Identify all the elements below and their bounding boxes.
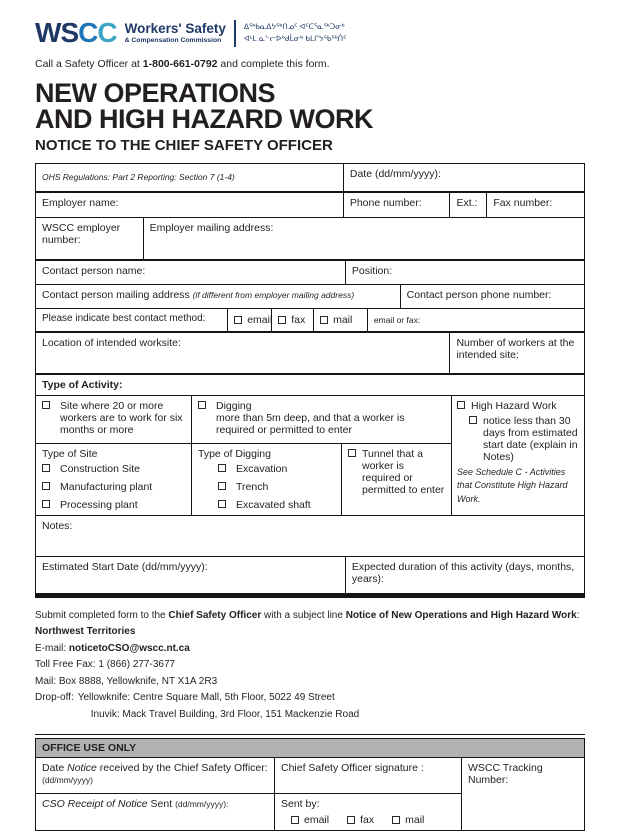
processing-plant-checkbox[interactable]	[42, 500, 50, 508]
fax-number-field: Fax number:	[486, 193, 584, 217]
wscc-logo	[35, 13, 585, 53]
submit-line-mid: with a subject line	[261, 609, 346, 621]
contact-phone-field: Contact person phone number:	[400, 285, 584, 308]
row-employer	[36, 191, 584, 217]
office-section-topline	[35, 734, 585, 735]
cso-receipt-format: (dd/mm/yyyy):	[175, 799, 229, 810]
logo-divider	[234, 20, 236, 47]
digging-checkbox[interactable]	[198, 401, 206, 409]
row-employer-number-address	[36, 217, 584, 259]
cso-receipt-mid: Sent	[147, 798, 176, 811]
high-hazard-option[interactable]	[457, 400, 579, 412]
processing-plant-label: Processing plant	[60, 498, 138, 511]
cso-receipt-field	[36, 794, 274, 830]
high-hazard-label: High Hazard Work	[471, 399, 557, 412]
tunnel-label: Tunnel that a worker is required or permitted to enter	[362, 447, 445, 496]
trench-checkbox[interactable]	[218, 482, 226, 490]
fax-checkbox[interactable]	[278, 316, 286, 324]
logo-syllabics-line2: ᐊᒻᒪ ᓇᓪᓕᐅᒃᑯᒫᓂᒃ ᑲᒪᒋᔭᖃᖅᑏᑦ	[243, 34, 347, 43]
page-title-line1: NEW OPERATIONS	[35, 78, 276, 108]
contact-method-label: Please indicate best contact method:	[42, 312, 206, 324]
activity-row-types	[36, 443, 451, 515]
mail-checkbox[interactable]	[320, 316, 328, 324]
construction-site-checkbox[interactable]	[42, 464, 50, 472]
call-post: and complete this form.	[217, 58, 330, 70]
logo-letter-w: W	[35, 17, 61, 48]
email-or-fax-field: email or fax:	[367, 309, 584, 331]
page-subtitle: NOTICE TO THE CHIEF SAFETY OFFICER	[35, 136, 333, 154]
site20-option[interactable]	[36, 396, 191, 443]
activity-row-main	[36, 396, 451, 443]
type-of-digging-cell	[191, 444, 341, 515]
safety-officer-phone: 1-800-661-0792	[142, 58, 218, 70]
logo-letter-s: S	[60, 17, 79, 48]
date-received-format: (dd/mm/yyyy)	[42, 775, 93, 786]
activity-grid-left	[36, 396, 451, 515]
manufacturing-plant-label: Manufacturing plant	[60, 480, 153, 493]
phone-number-field: Phone number:	[343, 193, 450, 217]
contact-method-email-option[interactable]	[227, 309, 271, 331]
logo-org-name-line2: & Compensation Commission	[124, 36, 222, 44]
date-field: Date (dd/mm/yyyy):	[343, 164, 584, 191]
digging-desc: more than 5m deep, and that a worker is required or permitted to enter	[216, 411, 405, 436]
high-hazard-checkbox[interactable]	[457, 401, 465, 409]
notice-less-30-option[interactable]	[469, 415, 579, 463]
digging-option[interactable]	[191, 396, 451, 443]
excavation-option[interactable]	[218, 463, 335, 475]
digging-label	[216, 400, 445, 436]
schedule-c-note: See Schedule C - Activities that Constitute High Hazard Work.	[457, 466, 568, 504]
manufacturing-plant-option[interactable]	[42, 481, 185, 493]
type-of-digging-label: Type of Digging	[198, 447, 271, 460]
estimated-start-date-field: Estimated Start Date (dd/mm/yyyy):	[42, 560, 208, 573]
sent-email-checkbox[interactable]	[291, 816, 299, 824]
dropoff-inuvik: Inuvik: Mack Travel Building, 3rd Floor, 151 Mackenzie Road	[90, 708, 360, 720]
sent-fax-checkbox[interactable]	[347, 816, 355, 824]
sent-by-mail-option[interactable]	[392, 814, 424, 826]
type-of-site-label: Type of Site	[42, 447, 98, 460]
toll-free-fax-line: Toll Free Fax: 1 (866) 277-3677	[35, 659, 176, 671]
row-activity-header	[36, 373, 584, 395]
workers-count-field: Number of workers at the intended site:	[449, 333, 584, 373]
chief-safety-officer-text: Chief Safety Officer	[168, 609, 262, 621]
date-received-pre: Date	[42, 762, 68, 775]
contact-person-name-field: Contact person name:	[42, 264, 146, 277]
page-title-line2: AND HIGH HAZARD WORK	[35, 104, 373, 135]
dropoff-yellowknife: Yellowknife: Centre Square Mall, 5th Floor, 5022 49 Street	[77, 692, 335, 704]
logo-syllabics	[244, 21, 347, 45]
submit-line-post: :	[576, 609, 580, 621]
logo-letter-c1: C	[78, 17, 98, 48]
sent-mail-label: mail	[405, 814, 425, 827]
sent-by-fax-option[interactable]	[347, 814, 374, 826]
contact-method-mail-option[interactable]	[313, 309, 367, 331]
contact-mailing-address-field	[36, 285, 400, 308]
submit-line-pre: Submit completed form to the	[35, 609, 169, 621]
call-safety-officer-line	[35, 58, 585, 70]
wscc-logo-wordmark	[35, 19, 117, 47]
email-line	[35, 644, 585, 654]
tunnel-checkbox[interactable]	[348, 449, 356, 457]
excavated-shaft-option[interactable]	[218, 499, 335, 511]
office-use-table	[35, 757, 585, 831]
site20-label: Site where 20 or more workers are to work for six months or more	[60, 399, 183, 436]
office-row-receipt	[36, 793, 461, 830]
position-field: Position:	[345, 261, 584, 284]
logo-syllabics-line1: ᐃᖅᑲᓇᐃᔭᖅᑎᓄᑦ ᐊᑦᑕᕐᓇᖅᑐᓂᒃ	[243, 22, 345, 31]
date-received-notice-word: Notice	[67, 762, 97, 775]
row-worksite-location	[36, 331, 584, 373]
notes-field: Notes:	[36, 515, 584, 556]
territory-label: Northwest Territories	[35, 626, 136, 638]
submit-line	[35, 611, 585, 621]
row-start-date-duration	[36, 556, 584, 593]
high-hazard-cell	[451, 396, 584, 515]
excavated-shaft-label: Excavated shaft	[236, 498, 311, 511]
email-line-label: E-mail:	[35, 642, 69, 654]
construction-site-label: Construction Site	[60, 462, 140, 475]
row-regulations-date	[36, 164, 584, 191]
notice-less-30-checkbox[interactable]	[469, 416, 477, 424]
contact-mailing-note: (if different from employer mailing address)	[192, 289, 355, 300]
worksite-location-field: Location of intended worksite:	[42, 336, 181, 349]
row-contact-person	[36, 259, 584, 284]
date-notice-received-field	[36, 758, 274, 793]
manufacturing-plant-checkbox[interactable]	[42, 482, 50, 490]
excavation-checkbox[interactable]	[218, 464, 226, 472]
logo-org-name	[125, 22, 226, 43]
cso-receipt-italic: CSO Receipt of Notice	[42, 798, 148, 811]
tunnel-option[interactable]	[341, 444, 451, 515]
office-table-left	[36, 758, 461, 830]
contact-method-fax-option[interactable]	[271, 309, 313, 331]
expected-duration-field: Expected duration of this activity (days, months, years):	[345, 557, 584, 593]
sent-email-label: email	[304, 814, 330, 827]
notice-less-30-label: notice less than 30 days from estimated start date (explain in Notes)	[483, 414, 578, 463]
dropoff-label: Drop-off:	[35, 692, 74, 704]
sent-by-email-option[interactable]	[291, 814, 329, 826]
date-received-post: received by the Chief Safety Officer:	[96, 762, 268, 775]
sent-by-field	[274, 794, 461, 830]
sent-mail-checkbox[interactable]	[392, 816, 400, 824]
contact-mailing-label: Contact person mailing address	[42, 288, 193, 301]
logo-org-name-line1: Workers' Safety	[124, 21, 226, 37]
section-divider-bar	[35, 593, 585, 598]
office-use-only-header: OFFICE USE ONLY	[35, 738, 585, 757]
employer-mailing-address-field: Employer mailing address:	[143, 218, 584, 259]
mail-option-label: mail	[333, 313, 353, 326]
type-of-activity-header: Type of Activity:	[42, 378, 123, 391]
logo-letter-c2: C	[97, 17, 117, 48]
construction-site-option[interactable]	[42, 463, 185, 475]
row-contact-mailing	[36, 284, 584, 308]
fax-option-label: fax	[291, 313, 306, 326]
type-of-site-cell	[36, 444, 191, 515]
mail-line: Mail: Box 8888, Yellowknife, NT X1A 2R3	[35, 675, 218, 687]
office-row-received	[36, 758, 461, 793]
digging-title: Digging	[216, 399, 252, 412]
page-title	[35, 80, 585, 133]
trench-label: Trench	[236, 480, 269, 493]
excavated-shaft-checkbox[interactable]	[218, 500, 226, 508]
cso-signature-field: Chief Safety Officer signature :	[274, 758, 461, 793]
dropoff-lines	[35, 693, 585, 726]
row-contact-method	[36, 308, 584, 331]
wscc-tracking-number-field: WSCC Tracking Number:	[461, 758, 584, 830]
email-option-label: email	[247, 313, 273, 326]
trench-option[interactable]	[218, 481, 335, 493]
employer-name-field: Employer name:	[42, 196, 119, 209]
cso-email-address[interactable]: noticetoCSO@wscc.nt.ca	[68, 642, 190, 654]
subject-line-text: Notice of New Operations and High Hazard Work	[345, 609, 577, 621]
submission-instructions	[35, 611, 585, 736]
excavation-label: Excavation	[236, 462, 288, 475]
notice-form-table	[35, 163, 585, 593]
activity-grid	[36, 395, 584, 515]
ext-field: Ext.:	[449, 193, 486, 217]
sent-fax-label: fax	[360, 814, 375, 827]
email-checkbox[interactable]	[234, 316, 242, 324]
ohs-regulations-label: OHS Regulations: Part 2 Reporting: Section 7 (1-4)	[42, 172, 235, 183]
sent-by-label: Sent by:	[281, 798, 320, 811]
processing-plant-option[interactable]	[42, 499, 185, 511]
site20-checkbox[interactable]	[42, 401, 50, 409]
wscc-employer-number-field: WSCC employer number:	[42, 221, 121, 246]
call-pre: Call a Safety Officer at	[35, 58, 143, 70]
